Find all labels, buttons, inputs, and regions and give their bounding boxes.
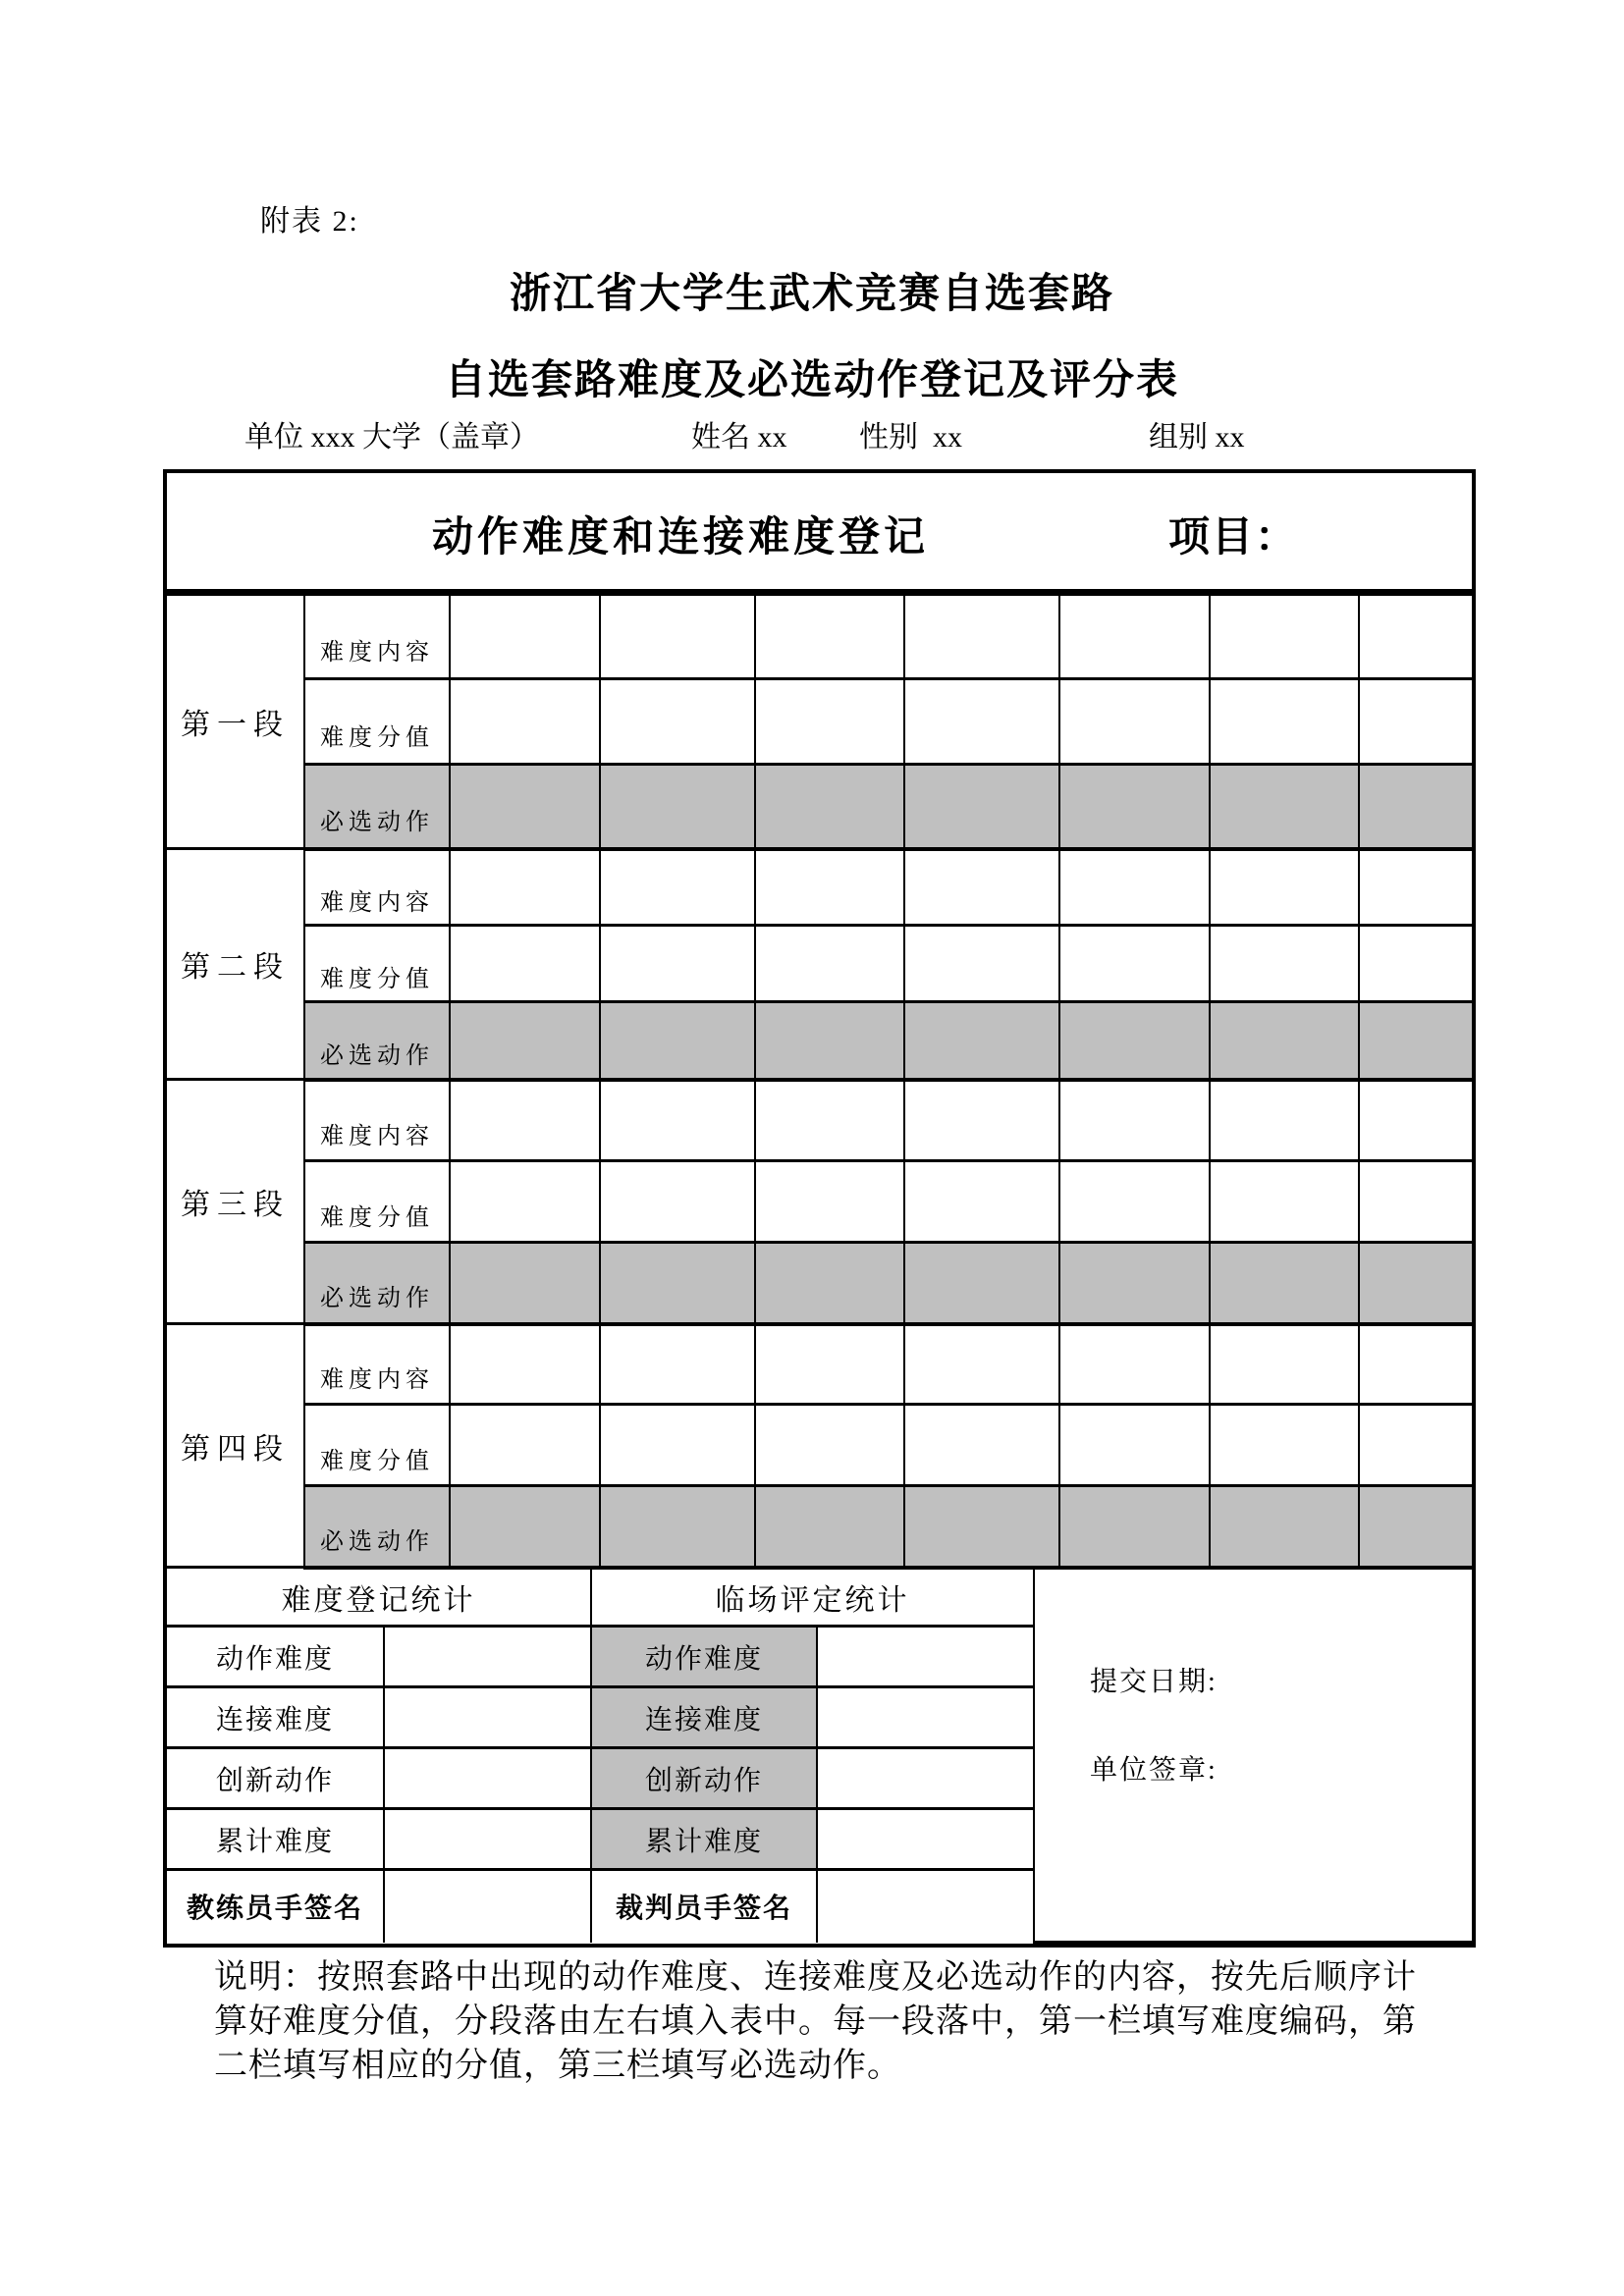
statistics-table	[167, 1570, 1472, 1945]
section-2	[167, 849, 1472, 1080]
grid-cell	[600, 849, 755, 926]
reg-connection-difficulty-label: 连接难度	[167, 1687, 384, 1748]
grid-cell	[904, 1080, 1059, 1161]
onsite-innovation-value	[817, 1748, 1034, 1809]
grid-cell	[1359, 1243, 1472, 1324]
note-line-2: 算好难度分值，分段落由左右填入表中。每一段落中，第一栏填写难度编码，第	[214, 2003, 1417, 2040]
reg-total-difficulty-label: 累计难度	[167, 1809, 384, 1870]
grid-cell	[1059, 1486, 1210, 1568]
row-label-value: 难度分值	[304, 1161, 450, 1243]
info-gender: 性别 xx	[859, 421, 962, 454]
grid-cell	[1210, 1324, 1359, 1405]
grid-cell	[755, 1405, 904, 1486]
grid-cell	[904, 679, 1059, 765]
coach-signature-value	[384, 1870, 591, 1943]
submission-cell	[1034, 1570, 1472, 1943]
section-2-label: 第二段	[167, 849, 304, 1080]
grid-cell	[755, 1161, 904, 1243]
grid-cell	[1059, 1324, 1210, 1405]
grid-cell	[1210, 1405, 1359, 1486]
attachment-label: 附表 2:	[260, 205, 359, 238]
row-label-content: 难度内容	[304, 1080, 450, 1161]
grid-cell	[1210, 1161, 1359, 1243]
onsite-connection-difficulty-label: 连接难度	[591, 1687, 817, 1748]
grid-cell	[450, 1002, 600, 1080]
grid-cell	[755, 1486, 904, 1568]
info-group: 组别 xx	[1149, 421, 1245, 454]
grid-cell	[1359, 926, 1472, 1002]
row-label-value: 难度分值	[304, 926, 450, 1002]
reg-innovation-value	[384, 1748, 591, 1809]
onsite-action-difficulty-label: 动作难度	[591, 1627, 817, 1687]
section-3-label: 第三段	[167, 1080, 304, 1324]
unit-seal-label: 单位签章:	[1090, 1754, 1218, 1786]
reg-innovation-label: 创新动作	[167, 1748, 384, 1809]
section-3	[167, 1080, 1472, 1324]
project-label: 项目：	[1168, 513, 1299, 560]
grid-cell	[1210, 1486, 1359, 1568]
grid-cell	[904, 1405, 1059, 1486]
info-unit: 单位 xxx 大学（盖章）	[244, 421, 539, 454]
grid-cell	[904, 1324, 1059, 1405]
grid-cell	[1059, 1002, 1210, 1080]
document-title-line1: 浙江省大学生武术竞赛自选套路	[509, 270, 1114, 316]
grid-cell	[904, 765, 1059, 849]
onsite-stats-header: 临场评定统计	[591, 1570, 1034, 1627]
table-header-row	[167, 473, 1472, 593]
grid-cell	[600, 1161, 755, 1243]
note-line-1: 说明：按照套路中出现的动作难度、连接难度及必选动作的内容，按先后顺序计	[214, 1959, 1417, 1996]
grid-cell	[450, 595, 600, 679]
onsite-connection-difficulty-value	[817, 1687, 1034, 1748]
grid-cell	[1210, 1243, 1359, 1324]
grid-cell	[450, 1405, 600, 1486]
judge-signature-value	[817, 1870, 1034, 1943]
grid-cell	[1059, 1080, 1210, 1161]
grid-cell	[1210, 1002, 1359, 1080]
registration-stats-header: 难度登记统计	[167, 1570, 591, 1627]
grid-cell	[450, 1243, 600, 1324]
grid-cell	[904, 849, 1059, 926]
grid-cell	[1359, 765, 1472, 849]
grid-cell	[904, 1002, 1059, 1080]
section-4	[167, 1324, 1472, 1568]
coach-signature-label: 教练员手签名	[167, 1870, 384, 1943]
grid-cell	[755, 1002, 904, 1080]
grid-cell	[600, 1405, 755, 1486]
grid-cell	[904, 926, 1059, 1002]
reg-action-difficulty-value	[384, 1627, 591, 1687]
grid-cell	[1210, 926, 1359, 1002]
grid-cell	[600, 679, 755, 765]
difficulty-grid	[167, 593, 1472, 1570]
onsite-total-difficulty-value	[817, 1809, 1034, 1870]
table-header-title: 动作难度和连接难度登记	[432, 513, 930, 560]
info-line	[0, 412, 1624, 452]
grid-cell	[1359, 1324, 1472, 1405]
grid-cell	[1359, 679, 1472, 765]
row-label-required: 必选动作	[304, 1002, 450, 1080]
registration-form-table	[163, 469, 1476, 1948]
reg-connection-difficulty-value	[384, 1687, 591, 1748]
grid-cell	[755, 1243, 904, 1324]
onsite-action-difficulty-value	[817, 1627, 1034, 1687]
grid-cell	[600, 1324, 755, 1405]
grid-cell	[755, 849, 904, 926]
section-1	[167, 595, 1472, 849]
grid-cell	[450, 1080, 600, 1161]
row-label-value: 难度分值	[304, 679, 450, 765]
grid-cell	[1059, 1405, 1210, 1486]
grid-cell	[1359, 1486, 1472, 1568]
grid-cell	[600, 765, 755, 849]
grid-cell	[904, 595, 1059, 679]
grid-cell	[1210, 1080, 1359, 1161]
submit-date-label: 提交日期:	[1090, 1666, 1218, 1697]
grid-cell	[600, 1486, 755, 1568]
row-label-required: 必选动作	[304, 765, 450, 849]
grid-cell	[1059, 679, 1210, 765]
info-name: 姓名 xx	[691, 421, 787, 454]
grid-cell	[1359, 1080, 1472, 1161]
section-4-label: 第四段	[167, 1324, 304, 1568]
document-title-line2: 自选套路难度及必选动作登记及评分表	[444, 356, 1179, 402]
grid-cell	[904, 1161, 1059, 1243]
grid-cell	[755, 926, 904, 1002]
instructions-note	[214, 1955, 1461, 2088]
grid-cell	[755, 1080, 904, 1161]
grid-cell	[450, 1324, 600, 1405]
row-label-value: 难度分值	[304, 1405, 450, 1486]
grid-cell	[904, 1243, 1059, 1324]
reg-action-difficulty-label: 动作难度	[167, 1627, 384, 1687]
grid-cell	[600, 595, 755, 679]
grid-cell	[450, 1486, 600, 1568]
grid-cell	[755, 1324, 904, 1405]
onsite-total-difficulty-label: 累计难度	[591, 1809, 817, 1870]
onsite-innovation-label: 创新动作	[591, 1748, 817, 1809]
grid-cell	[1359, 595, 1472, 679]
row-label-required: 必选动作	[304, 1486, 450, 1568]
grid-cell	[600, 1002, 755, 1080]
grid-cell	[1210, 765, 1359, 849]
grid-cell	[450, 1161, 600, 1243]
grid-cell	[1359, 1161, 1472, 1243]
grid-cell	[1210, 679, 1359, 765]
grid-cell	[755, 765, 904, 849]
grid-cell	[1059, 926, 1210, 1002]
grid-cell	[904, 1486, 1059, 1568]
grid-cell	[600, 1243, 755, 1324]
note-line-3: 二栏填写相应的分值，第三栏填写必选动作。	[214, 2048, 901, 2084]
grid-cell	[600, 1080, 755, 1161]
grid-cell	[450, 926, 600, 1002]
reg-total-difficulty-value	[384, 1809, 591, 1870]
grid-cell	[755, 679, 904, 765]
grid-cell	[450, 765, 600, 849]
grid-cell	[450, 679, 600, 765]
grid-cell	[1210, 595, 1359, 679]
judge-signature-label: 裁判员手签名	[591, 1870, 817, 1943]
grid-cell	[1059, 1243, 1210, 1324]
grid-cell	[1359, 1002, 1472, 1080]
grid-cell	[1059, 765, 1210, 849]
row-label-content: 难度内容	[304, 1324, 450, 1405]
grid-cell	[1359, 1405, 1472, 1486]
grid-cell	[600, 926, 755, 1002]
grid-cell	[755, 595, 904, 679]
grid-cell	[1359, 849, 1472, 926]
grid-cell	[450, 849, 600, 926]
grid-cell	[1059, 1161, 1210, 1243]
section-1-label: 第一段	[167, 595, 304, 849]
row-label-content: 难度内容	[304, 849, 450, 926]
grid-cell	[1059, 595, 1210, 679]
row-label-required: 必选动作	[304, 1243, 450, 1324]
row-label-content: 难度内容	[304, 595, 450, 679]
grid-cell	[1059, 849, 1210, 926]
grid-cell	[1210, 849, 1359, 926]
